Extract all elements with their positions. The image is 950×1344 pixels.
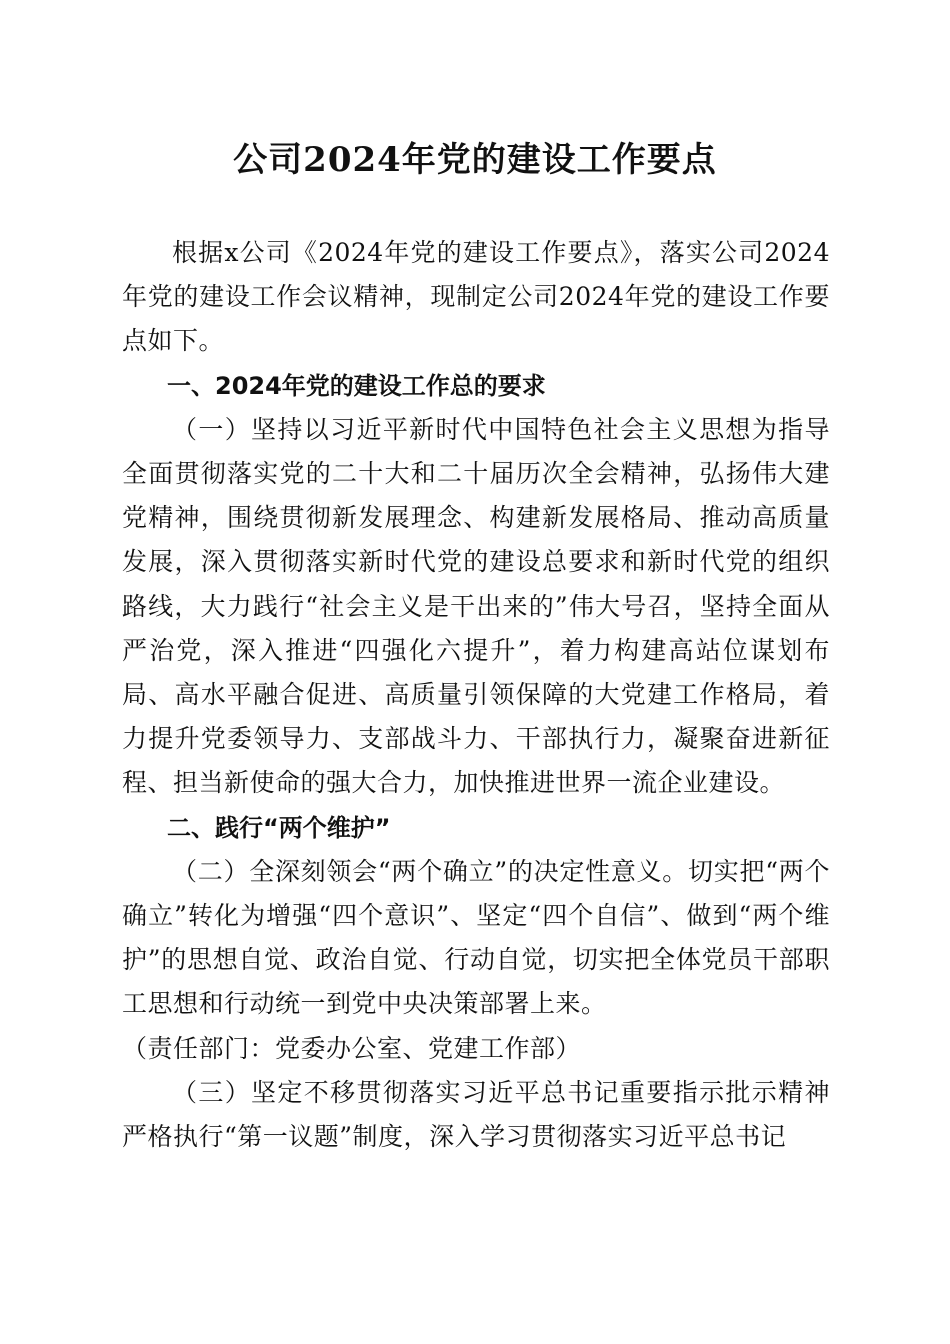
document-body [122, 231, 830, 1159]
responsibility-note: （责任部门：党委办公室、党建工作部） [122, 1033, 582, 1063]
item-paragraph-3: （三）坚定不移贯彻落实习近平总书记重要指示批示精神严格执行“第一议题”制度，深入学习贯彻落实习近平总书记 [122, 1077, 830, 1152]
item-paragraph-2: （二）全深刻领会“两个确立”的决定性意义。切实把“两个确立”转化为增强“四个意识”、坚定“四个自信”、做到“两个维护”的思想自觉、政治自觉、行动自觉，切实把全体党员干部职工思想和行动统一到党中央决策部署上来。 [122, 856, 830, 1019]
intro-paragraph: 根据x公司《2024年党的建设工作要点》，落实公司2024年党的建设工作会议精神，现制定公司2024年党的建设工作要点如下。 [122, 238, 830, 356]
document-title: 公司2024年党的建设工作要点 [233, 140, 717, 180]
section-heading-2: 二、践行“两个维护” [167, 813, 391, 842]
item-paragraph-1: （一）坚持以习近平新时代中国特色社会主义思想为指导全面贯彻落实党的二十大和二十届历次全会精神，弘扬伟大建党精神，围绕贯彻新发展理念、构建新发展格局、推动高质量发展，深入贯彻落实新时代党的建设总要求和新时代党的组织路线，大力践行“社会主义是干出来的”伟大号召，坚持全面从严治党，深入推进“四强化六提升”，着力构建高站位谋划布局、高水平融合促进、高质量引领保障的大党建工作格局，着力提升党委领导力、支部战斗力、干部执行力，凝聚奋进新征程、担当新使命的强大合力，加快推进世界一流企业建设。 [122, 414, 830, 798]
section-heading-1: 一、2024年党的建设工作总的要求 [167, 371, 546, 400]
